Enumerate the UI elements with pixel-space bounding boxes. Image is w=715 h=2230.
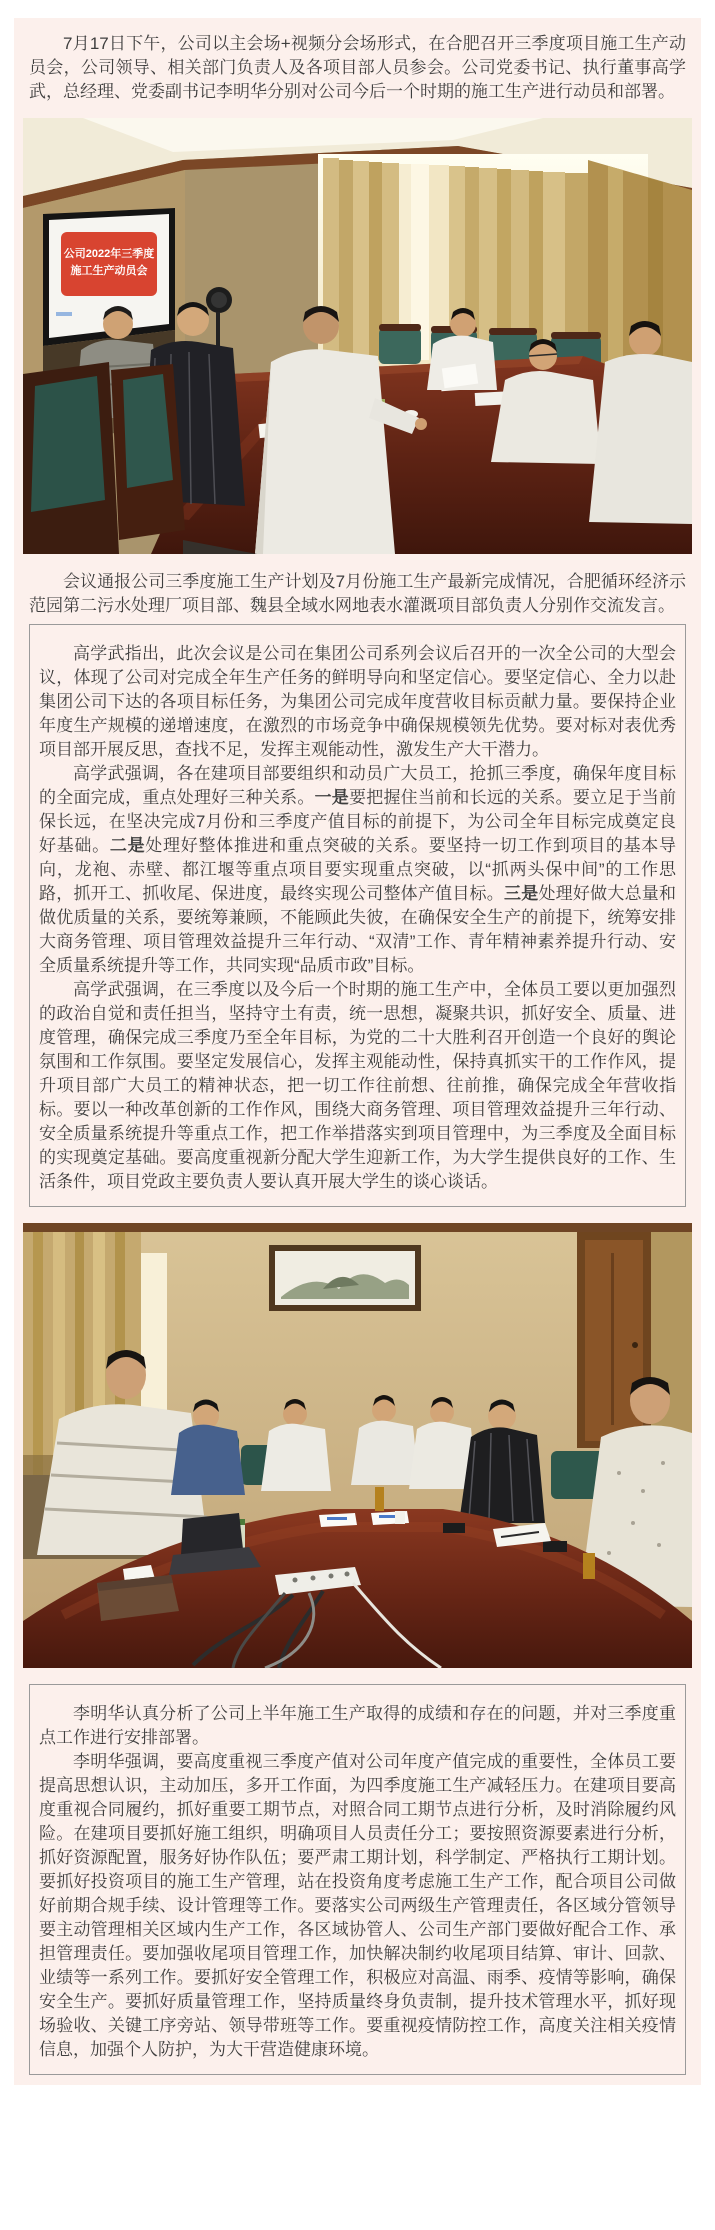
slide-title-line2: 施工生产动员会	[70, 265, 148, 277]
photo-meeting-second-room	[23, 1223, 692, 1668]
paragraph-gao-2: 高学武强调，各在建项目部要组织和动员广大员工，抢抓三季度，确保年度目标的全面完成，重点处理好三种关系。一是要把握住当前和长远的关系。要立足于当前保长远，在坚决完成7月份和三季度产值目标的前提下，为公司全年目标完成奠定良好基础。二是处理好整体推进和重点突破的关系。要坚持一切工作到项目的基本导向，龙袍、赤壁、都江堰等重点项目要实现重点突破，以“抓两头保中间”的工作思路，抓开工、抓收尾、保进度，最终实现公司整体产值目标。三是处理好做大总量和做优质量的关系，要统筹兼顾，不能顾此失彼，在确保安全生产的前提下，统筹安排大商务管理、项目管理效益提升三年行动、“双清”工作、青年精神素养提升行动、安全质量系统提升等工作，共同实现“品质市政”目标。	[39, 764, 677, 975]
slide-title-line1: 公司2022年三季度	[63, 248, 155, 260]
paragraph-gao-3: 高学武强调，在三季度以及今后一个时期的施工生产中，全体员工要以更加强烈的政治自觉和责任担当，坚持守土有责，统一思想，凝聚共识，抓好安全、质量、进度管理，确保完成三季度乃至全年目标，为党的二十大胜利召开创造一个良好的舆论氛围和工作氛围。要坚定发展信心，发挥主观能动性，保持真抓实干的工作作风，提升项目部广大员工的精神状态，把一切工作往前想、往前推，确保完成全年营收指标。要以一种改革创新的工作作风，围绕大商务管理、项目管理效益提升三年行动、安全质量系统提升等重点工作，把工作举措落实到项目管理中，为三季度及全面目标的实现奠定基础。要高度重视新分配大学生迎新工作，为大学生提供良好的工作、生活条件，项目党政主要负责人要认真开展大学生的谈心谈话。	[39, 980, 676, 1191]
paragraph-gao-1: 高学武指出，此次会议是公司在集团公司系列会议后召开的一次全公司的大型会议，体现了公司对完成全年生产任务的鲜明导向和坚定信心。要坚定信心、全力以赴集团公司下达的各项目标任务，为集团公司完成年度营收目标贡献力量。要保持企业年度生产规模的递增速度，在激烈的市场竞争中确保规模领先优势。要对标对表优秀项目部开展反思，查找不足，发挥主观能动性，激发生产大干潜力。	[39, 644, 676, 759]
wall-painting	[269, 1245, 421, 1311]
paragraph-li-2: 李明华强调，要高度重视三季度产值对公司年度产值完成的重要性，全体员工要提高思想认识，主动加压，多开工作面，为四季度施工生产减轻压力。在建项目要高度重视合同履约，抓好重要工期节点，对照合同工期节点进行分析，及时消除履约风险。在建项目要抓好施工组织，明确项目人员责任分工；要按照资源要素进行分析，抓好资源配置，服务好协作队伍；要严肃工期计划，科学制定、严格执行工期计划。要抓好投资项目的施工生产管理，站在投资角度考虑施工生产工作，配合项目公司做好前期合规手续、设计管理等工作。要落实公司两级生产管理责任，各区域分管领导要主动管理相关区域内生产工作，各区域协管人、公司生产部门要做好配合工作、承担管理责任。要加强收尾项目管理工作，加快解决制约收尾项目结算、审计、回款、业绩等一系列工作。要抓好安全管理工作，积极应对高温、雨季、疫情等影响，确保安全生产。要抓好质量管理工作，坚持质量终身负责制，提升技术管理水平，抓好现场验收、关键工序旁站、领导带班等工作。要重视疫情防控工作，高度关注相关疫情信息，加强个人防护，为大干营造健康环境。	[39, 1752, 676, 2059]
paragraph-intro: 7月17日下午，公司以主会场+视频分会场形式，在合肥召开三季度项目施工生产动员会，公司领导、相关部门负责人及各项目部人员参会。公司党委书记、执行董事高学武，总经理、党委副书记李明华分别对公司今后一个时期的施工生产进行动员和部署。	[29, 34, 686, 101]
article-content	[14, 18, 701, 2085]
paragraph-li-1: 李明华认真分析了公司上半年施工生产取得的成绩和存在的问题，并对三季度重点工作进行安排部署。	[39, 1704, 676, 1747]
speech-box-liminghua	[29, 1684, 686, 2075]
photo-meeting-main-venue	[23, 118, 692, 554]
ceiling-trim	[23, 1223, 692, 1232]
meeting-photo-2-illustration	[23, 1223, 692, 1668]
paragraph-briefing: 会议通报公司三季度施工生产计划及7月份施工生产最新完成情况，合肥循环经济示范园第二污水处理厂项目部、魏县全域水网地表水灌溉项目部负责人分别作交流发言。	[29, 572, 686, 615]
speech-box-gaoxuewu	[29, 624, 686, 1207]
meeting-photo-1-illustration	[23, 118, 692, 554]
slide-red-banner	[61, 232, 157, 296]
